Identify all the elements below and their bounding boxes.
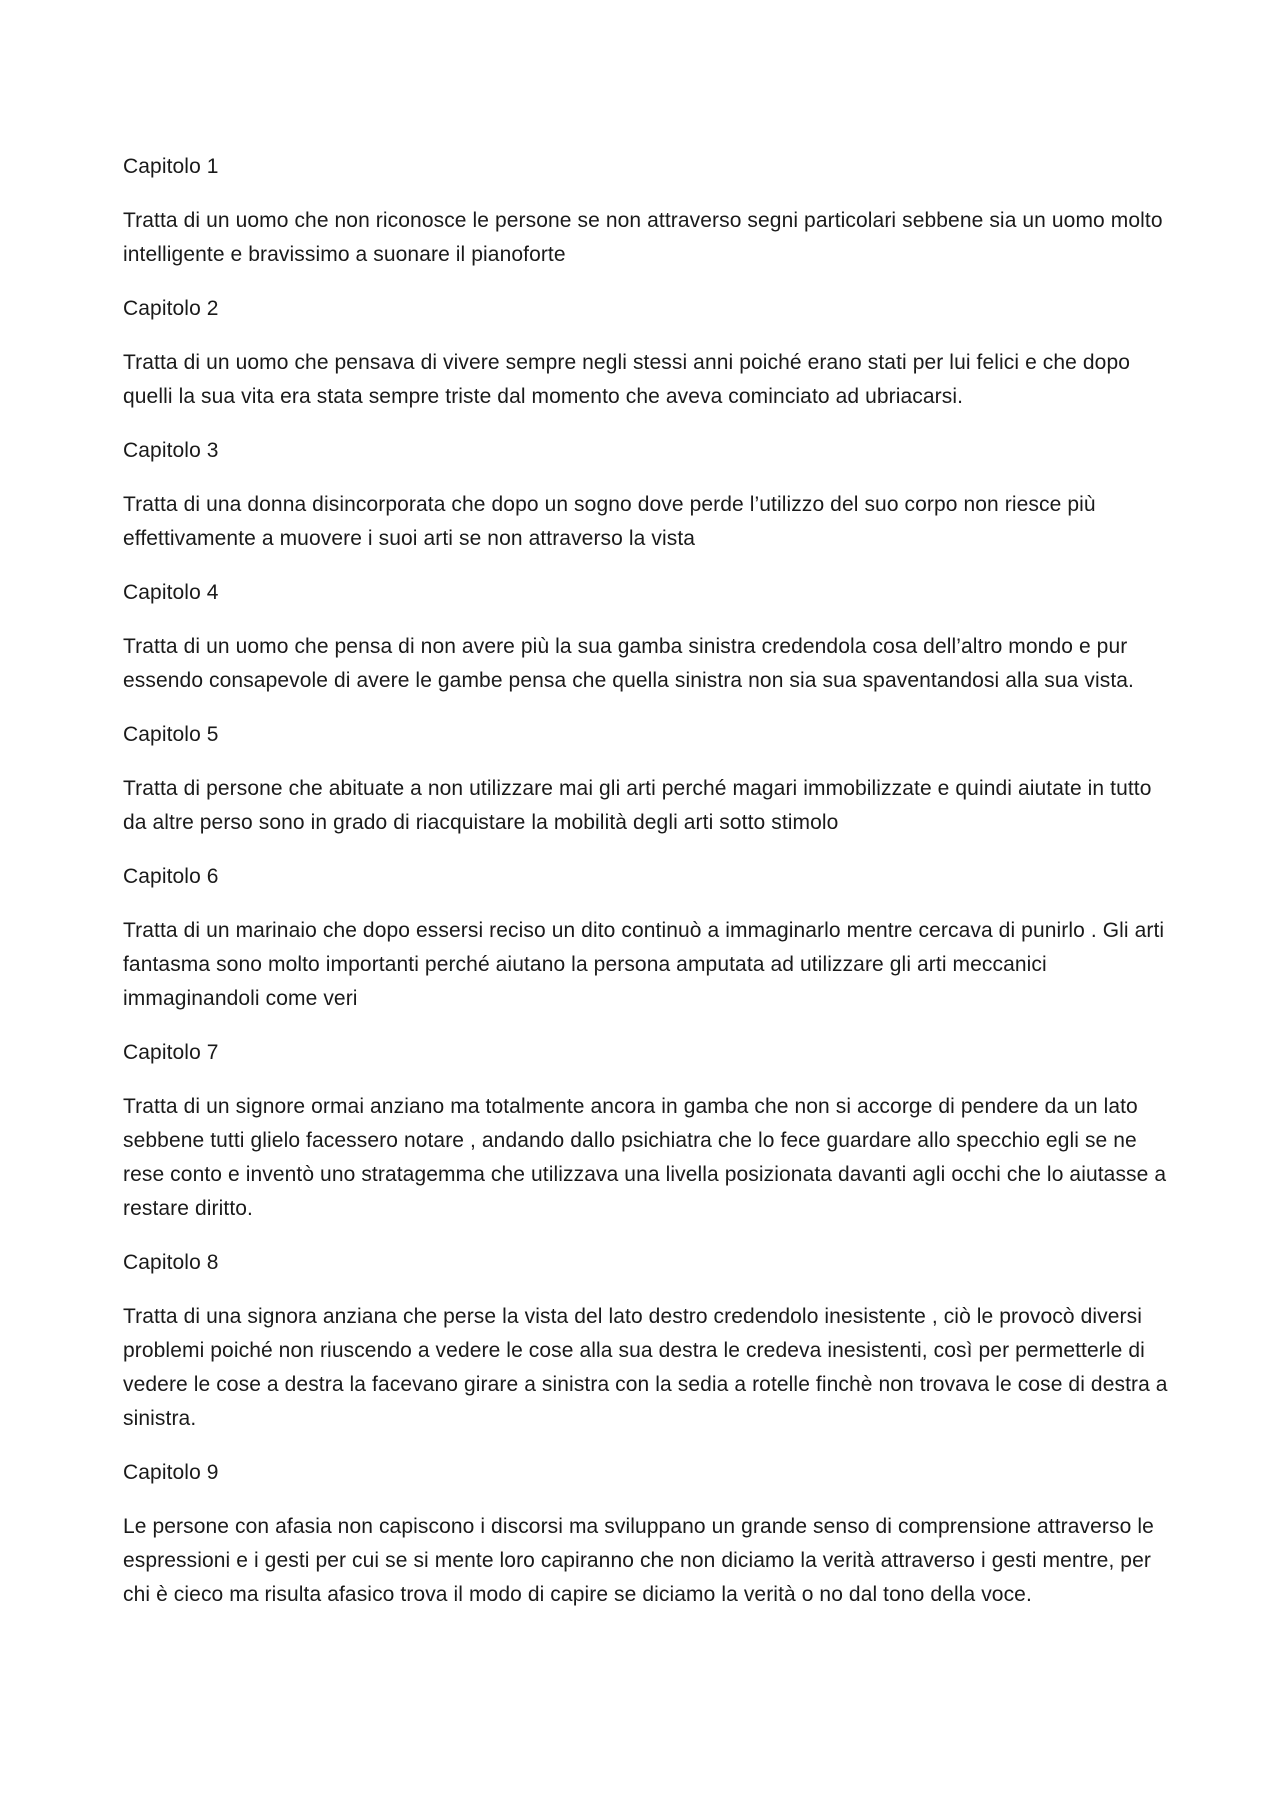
chapter-5-title: Capitolo 5	[123, 723, 219, 746]
chapter-4-text: Tratta di un uomo che pensa di non avere più la sua gamba sinistra credendola cosa dell’altro mondo e pur essendo consapevole di avere le gambe pensa che quella sinistra non sia sua spaventandosi alla sua vista.	[123, 635, 1134, 692]
chapter-7-text: Tratta di un signore ormai anziano ma totalmente ancora in gamba che non si accorge di pendere da un lato sebbene tutti glielo facessero notare , andando dallo psichiatra che lo fece guardare allo specchio egli se ne rese conto e inventò uno stratagemma che utilizzava una livella posizionata davanti agli occhi che lo aiutasse a restare diritto.	[123, 1095, 1167, 1220]
chapter-9-text: Le persone con afasia non capiscono i discorsi ma sviluppano un grande senso di comprensione attraverso le espressioni e i gesti per cui se si mente loro capiranno che non diciamo la verità attraverso i gesti mentre, per chi è cieco ma risulta afasico trova il modo di capire se diciamo la verità o no dal tono della voce.	[123, 1515, 1154, 1606]
document-page	[123, 150, 1173, 1632]
chapter-5-text: Tratta di persone che abituate a non utilizzare mai gli arti perché magari immobilizzate e quindi aiutate in tutto da altre perso sono in grado di riacquistare la mobilità degli arti sotto stimolo	[123, 777, 1152, 834]
chapter-4-title: Capitolo 4	[123, 581, 219, 604]
chapter-7-title: Capitolo 7	[123, 1041, 219, 1064]
chapter-8-title: Capitolo 8	[123, 1251, 219, 1274]
chapter-3-text: Tratta di una donna disincorporata che dopo un sogno dove perde l’utilizzo del suo corpo non riesce più effettivamente a muovere i suoi arti se non attraverso la vista	[123, 493, 1096, 550]
chapter-6-text: Tratta di un marinaio che dopo essersi reciso un dito continuò a immaginarlo mentre cercava di punirlo . Gli arti fantasma sono molto importanti perché aiutano la persona amputata ad utilizzare gli arti meccanici immaginandoli come veri	[123, 919, 1165, 1010]
chapter-2-title: Capitolo 2	[123, 297, 219, 320]
chapter-1-title: Capitolo 1	[123, 155, 219, 178]
chapter-9-title: Capitolo 9	[123, 1461, 219, 1484]
chapter-6-title: Capitolo 6	[123, 865, 219, 888]
chapter-1-text: Tratta di un uomo che non riconosce le persone se non attraverso segni particolari sebbene sia un uomo molto intelligente e bravissimo a suonare il pianoforte	[123, 209, 1163, 266]
chapter-3-title: Capitolo 3	[123, 439, 219, 462]
chapter-2-text: Tratta di un uomo che pensava di vivere sempre negli stessi anni poiché erano stati per lui felici e che dopo quelli la sua vita era stata sempre triste dal momento che aveva cominciato ad ubriacarsi.	[123, 351, 1131, 408]
chapter-8-text: Tratta di una signora anziana che perse la vista del lato destro credendolo inesistente , ciò le provocò diversi problemi poiché non riuscendo a vedere le cose alla sua destra le credeva inesistenti, così per permetterle di vedere le cose a destra la facevano girare a sinistra con la sedia a rotelle finchè non trovava le cose di destra a sinistra.	[123, 1305, 1168, 1430]
